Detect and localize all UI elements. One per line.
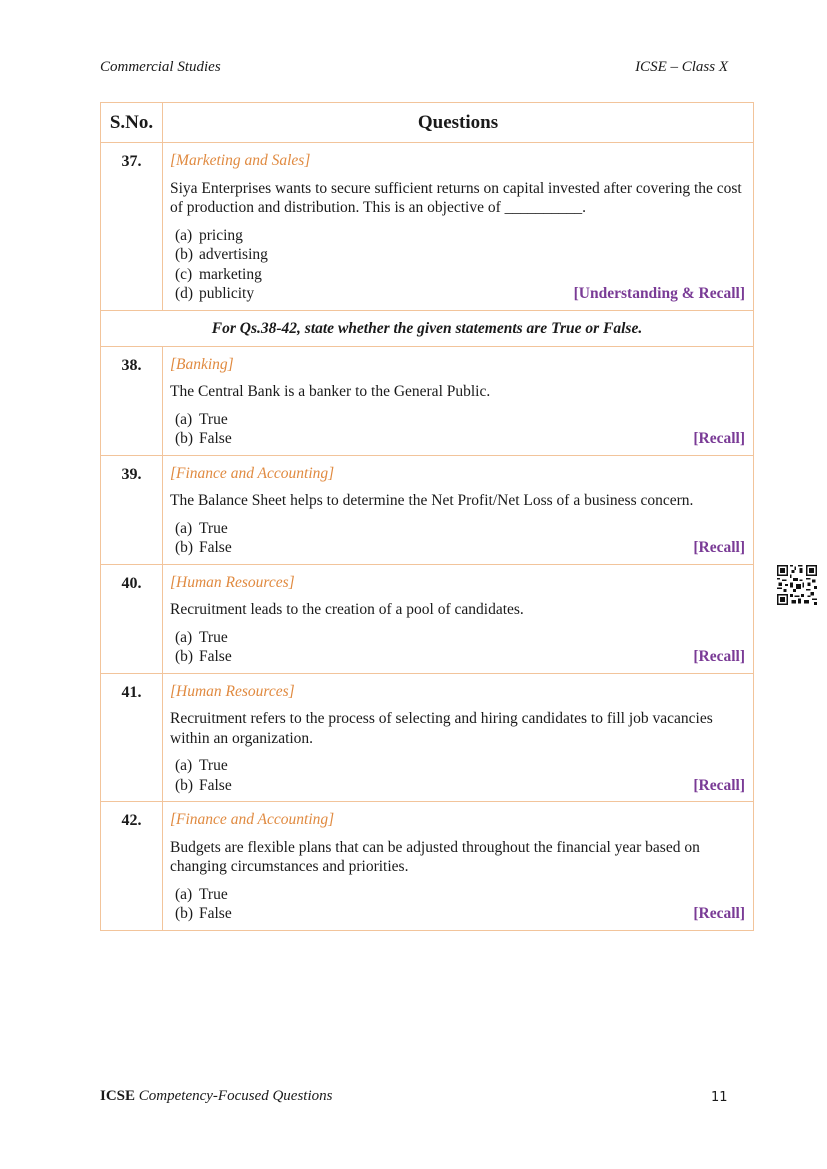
option-label: (a) bbox=[175, 885, 193, 903]
option-b bbox=[170, 647, 232, 667]
instruction-row bbox=[101, 310, 754, 346]
question-number: 38. bbox=[101, 346, 163, 455]
option-text: False bbox=[199, 430, 232, 447]
option-label: (a) bbox=[175, 519, 193, 537]
option-text: False bbox=[199, 648, 232, 665]
option-label: (a) bbox=[175, 226, 193, 244]
option-a bbox=[170, 628, 745, 648]
option-text: False bbox=[199, 905, 232, 922]
option-label: (b) bbox=[175, 776, 194, 794]
option-label: (a) bbox=[175, 410, 193, 428]
option-label: (b) bbox=[175, 648, 194, 665]
question-category: [Human Resources] bbox=[170, 573, 295, 591]
question-number: 37. bbox=[101, 143, 163, 311]
option-a bbox=[170, 885, 745, 905]
option-a bbox=[170, 756, 745, 776]
footer-brand: ICSE bbox=[100, 1088, 136, 1104]
instruction-text: For Qs.38-42, state whether the given statements are True or False. bbox=[101, 310, 754, 346]
option-b bbox=[170, 245, 745, 265]
option-label: (b) bbox=[175, 539, 194, 556]
question-category: [Human Resources] bbox=[170, 682, 295, 700]
option-label: (c) bbox=[175, 265, 193, 283]
question-body bbox=[163, 673, 754, 802]
question-row-42 bbox=[101, 802, 754, 931]
option-c bbox=[170, 265, 745, 285]
footer-title bbox=[100, 1088, 332, 1105]
qr-code-icon[interactable] bbox=[777, 565, 817, 605]
question-body bbox=[163, 455, 754, 564]
option-d bbox=[170, 284, 254, 304]
option-label: (d) bbox=[175, 285, 194, 302]
page-number: 11 bbox=[711, 1090, 728, 1105]
question-row-39 bbox=[101, 455, 754, 564]
option-label: (b) bbox=[175, 905, 194, 922]
option-text: pricing bbox=[199, 226, 243, 244]
question-row-38 bbox=[101, 346, 754, 455]
question-category: [Finance and Accounting] bbox=[170, 464, 335, 482]
question-number: 41. bbox=[101, 673, 163, 802]
option-text: advertising bbox=[199, 246, 268, 263]
question-row-40 bbox=[101, 564, 754, 673]
option-a bbox=[170, 226, 745, 246]
question-number: 40. bbox=[101, 564, 163, 673]
option-b bbox=[170, 776, 232, 796]
question-stem: Budgets are flexible plans that can be adjusted throughout the financial year based on changing circumstances and priorities. bbox=[170, 838, 700, 875]
question-category: [Banking] bbox=[170, 355, 234, 373]
option-b bbox=[170, 538, 232, 558]
question-stem: Siya Enterprises wants to secure sufficient returns on capital invested after covering the cost of production and distribution. This is an objective of __________. bbox=[170, 179, 742, 216]
option-label: (a) bbox=[175, 757, 193, 774]
question-number: 42. bbox=[101, 802, 163, 931]
option-text: publicity bbox=[199, 285, 255, 302]
question-category: [Marketing and Sales] bbox=[170, 152, 311, 169]
footer-subtitle: Competency-Focused Questions bbox=[138, 1088, 333, 1104]
option-a bbox=[170, 410, 745, 430]
option-b bbox=[170, 904, 232, 924]
competency-tag: [Understanding & Recall] bbox=[573, 285, 745, 302]
option-text: True bbox=[199, 885, 228, 903]
option-text: True bbox=[199, 628, 228, 646]
col-sno-header: S.No. bbox=[101, 103, 163, 143]
question-body bbox=[163, 346, 754, 455]
option-label: (b) bbox=[175, 430, 194, 447]
question-body bbox=[163, 802, 754, 931]
question-stem: The Balance Sheet helps to determine the Net Profit/Net Loss of a business concern. bbox=[170, 492, 694, 509]
table-header-row bbox=[101, 103, 754, 143]
question-row-41 bbox=[101, 673, 754, 802]
option-text: False bbox=[199, 776, 232, 794]
option-text: True bbox=[199, 410, 228, 428]
competency-tag: [Recall] bbox=[693, 905, 745, 922]
col-questions-header: Questions bbox=[163, 103, 754, 143]
option-label: (b) bbox=[175, 246, 194, 263]
option-text: True bbox=[199, 757, 228, 774]
header-class: ICSE – Class X bbox=[635, 59, 728, 75]
question-row-37 bbox=[101, 143, 754, 311]
option-b bbox=[170, 429, 232, 449]
question-stem: The Central Bank is a banker to the General Public. bbox=[170, 383, 491, 400]
header-subject: Commercial Studies bbox=[100, 59, 221, 75]
competency-tag: [Recall] bbox=[693, 648, 745, 665]
questions-table bbox=[100, 102, 754, 931]
question-body bbox=[163, 143, 754, 311]
option-text: True bbox=[199, 519, 228, 537]
question-number: 39. bbox=[101, 455, 163, 564]
question-body bbox=[163, 564, 754, 673]
question-stem: Recruitment leads to the creation of a pool of candidates. bbox=[170, 601, 524, 618]
option-text: marketing bbox=[199, 265, 262, 283]
competency-tag: [Recall] bbox=[693, 430, 745, 447]
competency-tag: [Recall] bbox=[693, 539, 745, 556]
question-category: [Finance and Accounting] bbox=[170, 811, 335, 828]
question-stem: Recruitment refers to the process of selecting and hiring candidates to fill job vacancies within an organization. bbox=[170, 710, 713, 747]
option-text: False bbox=[199, 539, 232, 556]
option-label: (a) bbox=[175, 628, 193, 646]
competency-tag: [Recall] bbox=[693, 776, 745, 794]
option-a bbox=[170, 519, 745, 539]
